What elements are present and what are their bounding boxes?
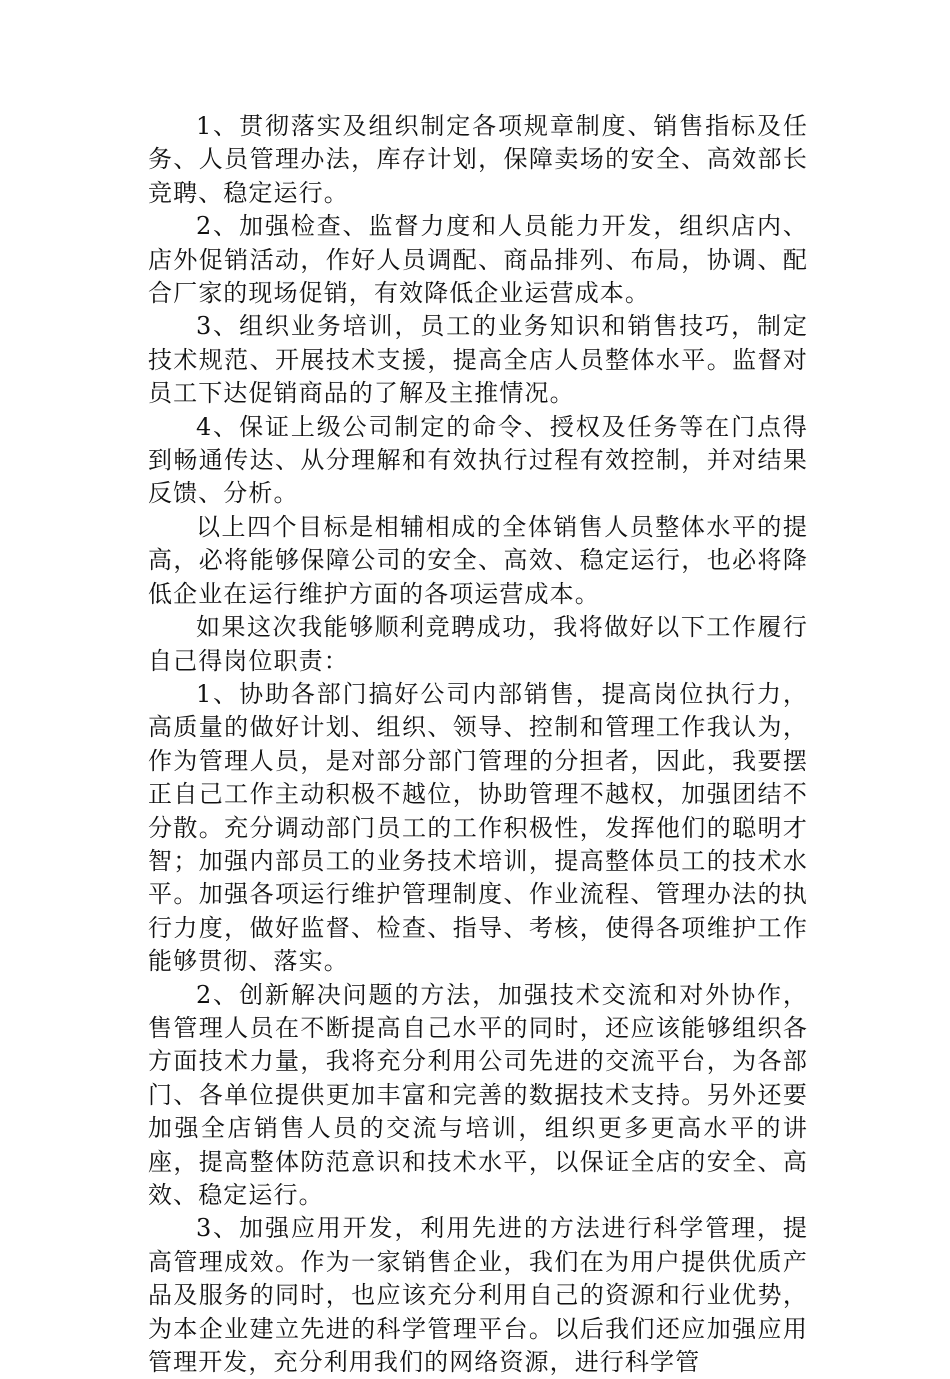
paragraph-4: 4、保证上级公司制定的命令、授权及任务等在门点得到畅通传达、从分理解和有效执行过程有效控制，并对结果反馈、分析。 — [148, 412, 808, 508]
paragraph-9: 3、加强应用开发，利用先进的方法进行科学管理，提高管理成效。作为一家销售企业，我们在为用户提供优质产品及服务的同时，也应该充分利用自己的资源和行业优势，为本企业建立先进的科学管理平台。以后我们还应加强应用管理开发，充分利用我们的网络资源，进行科学管 — [148, 1214, 808, 1377]
paragraph-1: 1、贯彻落实及组织制定各项规章制度、销售指标及任务、人员管理办法，库存计划，保障卖场的安全、高效部长竞聘、稳定运行。 — [148, 112, 808, 207]
paragraph-3: 3、组织业务培训，员工的业务知识和销售技巧，制定技术规范、开展技术支援，提高全店人员整体水平。监督对员工下达促销商品的了解及主推情况。 — [148, 312, 808, 408]
paragraph-8: 2、创新解决问题的方法，加强技术交流和对外协作，售管理人员在不断提高自己水平的同时，还应该能够组织各方面技术力量，我将充分利用公司先进的交流平台，为各部门、各单位提供更加丰富和完善的数据技术支持。另外还要加强全店销售人员的交流与培训，组织更多更高水平的讲座，提高整体防范意识和技术水平，以保证全店的安全、高效、稳定运行。 — [148, 980, 808, 1209]
paragraph-7: 1、协助各部门搞好公司内部销售，提高岗位执行力，高质量的做好计划、组织、领导、控制和管理工作我认为，作为管理人员，是对部分部门管理的分担者，因此，我要摆正自己工作主动积极不越位，协助管理不越权，加强团结不分散。充分调动部门员工的工作积极性，发挥他们的聪明才智；加强内部员工的业务技术培训，提高整体员工的技术水平。加强各项运行维护管理制度、作业流程、管理办法的执行力度，做好监督、检查、指导、考核，使得各项维护工作能够贯彻、落实。 — [148, 679, 808, 976]
document-page — [148, 110, 808, 1379]
paragraph-2: 2、加强检查、监督力度和人员能力开发，组织店内、店外促销活动，作好人员调配、商品排列、布局，协调、配合厂家的现场促销，有效降低企业运营成本。 — [148, 212, 808, 308]
paragraph-6: 如果这次我能够顺利竞聘成功，我将做好以下工作履行自己得岗位职责： — [148, 613, 808, 675]
paragraph-5: 以上四个目标是相辅相成的全体销售人员整体水平的提高，必将能够保障公司的安全、高效、稳定运行，也必将降低企业在运行维护方面的各项运营成本。 — [148, 512, 808, 608]
